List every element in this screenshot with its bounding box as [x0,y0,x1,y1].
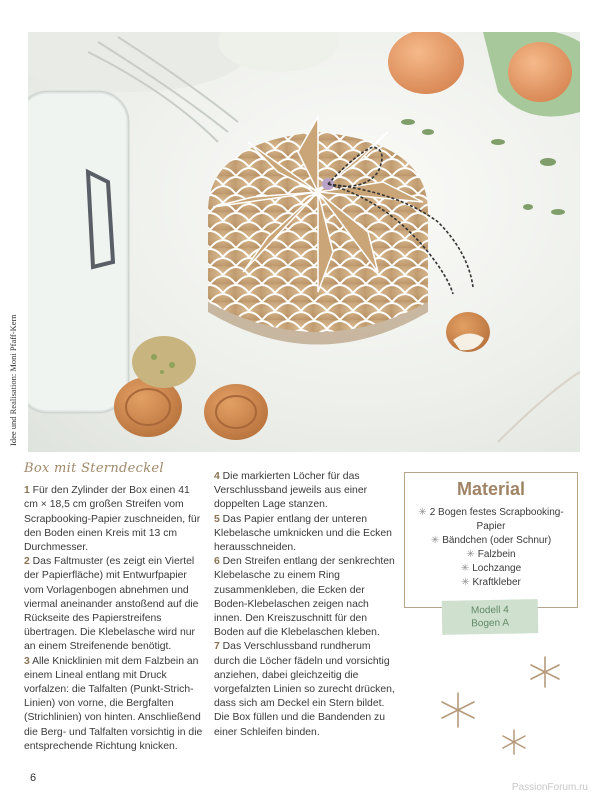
step-4: 4 Die markierten Löcher für das Verschlussband jeweils aus einer doppelten Lage stanzen. [214,471,368,511]
instructions-column-1 [24,462,206,754]
step-2: 2 Das Faltmuster (es zeigt ein Viertel der Papierfläche) mit Entwurfpapier vom Vorlagenbogen abnehmen und viermal aneinander anstoßend auf die Rückseite des Papierstreifens übertragen. Die Klebelasche wird nur an einem Streifenende benötigt. [24,556,199,653]
material-item: ✳ 2 Bogen festes Scrapbooking-Papier [418,507,564,532]
watermark: PassionForum.ru [511,782,588,793]
section-title: Box mit Sterndeckel [24,461,164,476]
material-item: ✳ Bändchen (oder Schnur) [430,535,552,546]
material-item: ✳ Kraftkleber [461,577,521,588]
instructions-column-2 [214,470,398,740]
asterisk-icon: ✳ [430,535,440,546]
asterisk-icon: ✳ [460,563,470,574]
star-doodle-icon [528,655,562,689]
asterisk-icon: ✳ [418,507,427,518]
step-3: 3 Alle Knicklinien mit dem Falzbein an einem Lineal entlang mit Druck vorfalzen: die Talfalten (Punkt-Strich-Linien) von vorne, die Bergfalten (Strichlinien) von hinten. Anschließend die Berg- und Talfalten vorsichtig in die entsprechende Richtung knicken. [24,655,203,752]
model-label: Modell 4 Bogen A [442,599,539,635]
material-box [404,472,578,608]
step-1: 1 Für den Zylinder der Box einen 41 cm × 18,5 cm großen Streifen vom Scrapbooking-Papier zuschneiden, für den Boden einen Kreis mit 13 cm Durchmesser. [24,485,201,554]
step-7: 7 Das Verschlussband rundherum durch die Löcher fädeln und vorsichtig anziehen, dabei gleichzeitig die vorgefalzten Linien so zurecht drücken, dass sich am Deckel ein Stern bildet. Die Box füllen und die Bandenden zu einer Schleifen binden. [214,641,395,738]
step-5: 5 Das Papier entlang der unteren Klebelasche umknicken und die Ecken herausschneiden. [214,513,392,554]
asterisk-icon: ✳ [461,577,470,588]
step-6: 6 Den Streifen entlang der senkrechten Klebelasche zu einem Ring zusammenkleben, die Ecken der Boden-Klebelaschen zeigen nach innen. Den Kreiszuschnitt für den Boden auf die Klebelaschen kleben. [214,556,395,639]
material-item: ✳ Lochzange [460,563,522,574]
photo-illustration [28,32,580,452]
material-heading: Material [456,479,526,499]
material-item: ✳ Falzbein [466,549,516,560]
product-photo [28,32,580,452]
photo-credit: Idee und Realisation: Moni Pfaff-Kern [8,314,18,446]
page-number: 6 [30,772,37,784]
star-doodle-icon [500,728,528,756]
star-doodle-icon [438,690,478,730]
asterisk-icon: ✳ [466,549,475,560]
